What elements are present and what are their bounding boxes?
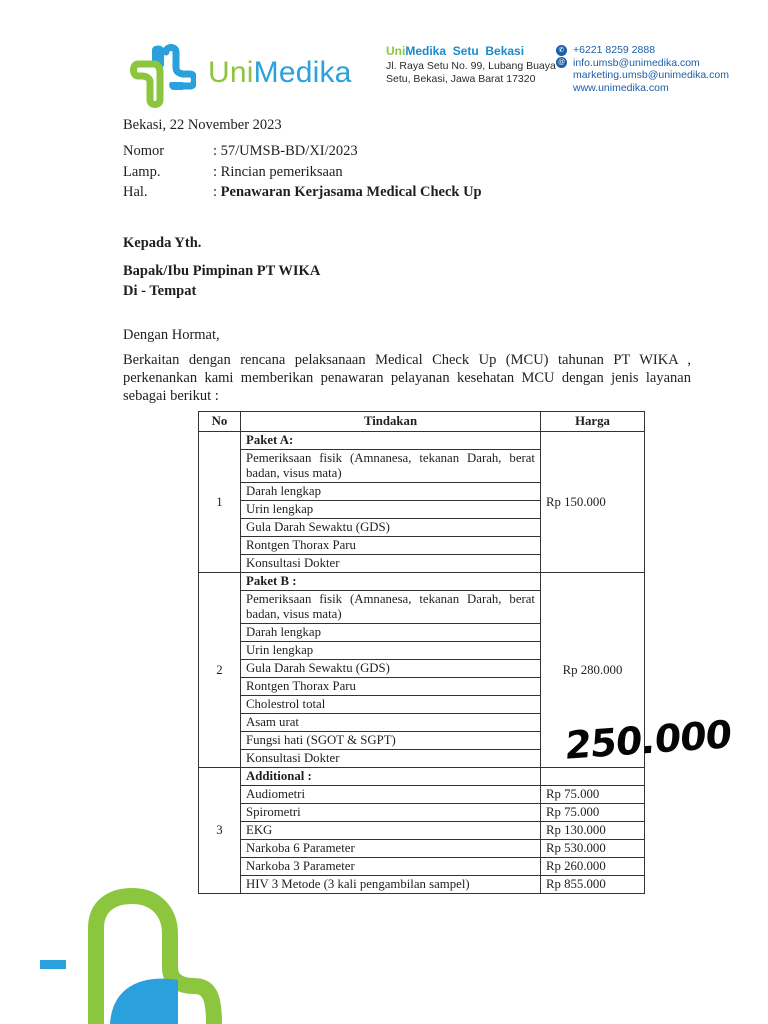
additional-no: 3 <box>199 768 241 894</box>
nomor-label: Nomor <box>123 143 165 159</box>
additional-item: EKG <box>241 822 541 840</box>
table-row <box>199 768 645 786</box>
additional-item-price: Rp 855.000 <box>541 876 645 894</box>
greeting: Dengan Hormat, <box>123 327 220 343</box>
address-line-2: Setu, Bekasi, Jawa Barat 17320 <box>386 73 536 85</box>
clinic-name-prefix: Uni <box>386 44 406 58</box>
additional-title: Additional : <box>241 768 541 786</box>
email-marketing[interactable]: marketing.umsb@unimedika.com <box>573 69 729 81</box>
package-a-price: Rp 150.000 <box>541 432 645 573</box>
hal-value: Penawaran Kerjasama Medical Check Up <box>220 184 482 200</box>
recipient-line-1: Bapak/Ibu Pimpinan PT WIKA <box>123 263 321 279</box>
table-row <box>199 822 645 840</box>
table-row <box>199 840 645 858</box>
package-a-item: Darah lengkap <box>241 483 541 501</box>
handwritten-price-annotation: 250.000 <box>563 712 733 768</box>
table-row <box>199 432 645 450</box>
hal-colon: : <box>213 184 221 200</box>
lamp-value: : Rincian pemeriksaan <box>213 164 343 180</box>
additional-item: Audiometri <box>241 786 541 804</box>
additional-item-price: Rp 530.000 <box>541 840 645 858</box>
package-b-item: Asam urat <box>241 714 541 732</box>
place-date: Bekasi, 22 November 2023 <box>123 117 282 133</box>
table-row <box>199 876 645 894</box>
nomor-value: : 57/UMSB-BD/XI/2023 <box>213 143 358 159</box>
header-harga: Harga <box>541 412 645 432</box>
package-b-item: Pemeriksaan fisik (Amnanesa, tekanan Darah, berat badan, visus mata) <box>241 591 541 624</box>
address-line-1: Jl. Raya Setu No. 99, Lubang Buaya <box>386 60 556 72</box>
unimedika-logo-icon <box>130 42 196 108</box>
clinic-name-suffix: Medika Setu Bekasi <box>405 44 525 58</box>
package-b-item: Gula Darah Sewaktu (GDS) <box>241 660 541 678</box>
additional-item-price: Rp 75.000 <box>541 804 645 822</box>
package-b-item: Darah lengkap <box>241 624 541 642</box>
additional-item-price: Rp 260.000 <box>541 858 645 876</box>
package-a-item: Gula Darah Sewaktu (GDS) <box>241 519 541 537</box>
hal-label: Hal. <box>123 184 148 200</box>
brand-wordmark-suffix: Medika <box>253 56 352 89</box>
package-b-item: Rontgen Thorax Paru <box>241 678 541 696</box>
additional-item: Spirometri <box>241 804 541 822</box>
table-row <box>199 804 645 822</box>
additional-item-price: Rp 75.000 <box>541 786 645 804</box>
package-a-title: Paket A: <box>241 432 541 450</box>
website-link[interactable]: www.unimedika.com <box>573 81 669 94</box>
email-icon: @ <box>557 59 566 67</box>
brand-wordmark-prefix: Uni <box>208 56 254 89</box>
package-a-item: Rontgen Thorax Paru <box>241 537 541 555</box>
phone-number: +6221 8259 2888 <box>573 44 656 56</box>
table-row <box>199 858 645 876</box>
package-b-item: Cholestrol total <box>241 696 541 714</box>
clinic-name <box>386 44 524 58</box>
table-row <box>199 786 645 804</box>
header-no: No <box>199 412 241 432</box>
additional-item: Narkoba 6 Parameter <box>241 840 541 858</box>
price-table <box>198 411 645 894</box>
lamp-label: Lamp. <box>123 164 161 180</box>
table-row <box>199 573 645 591</box>
phone-icon: ✆ <box>556 45 567 56</box>
package-b-item: Konsultasi Dokter <box>241 750 541 768</box>
additional-item: Narkoba 3 Parameter <box>241 858 541 876</box>
email-info[interactable]: info.umsb@unimedika.com <box>573 56 700 69</box>
package-a-item: Konsultasi Dokter <box>241 555 541 573</box>
additional-item-price: Rp 130.000 <box>541 822 645 840</box>
package-b-price: Rp 280.000 <box>541 573 645 768</box>
recipient-line-2: Di - Tempat <box>123 283 197 299</box>
contact-block <box>556 44 729 94</box>
to-line: Kepada Yth. <box>123 235 202 251</box>
package-a-item: Urin lengkap <box>241 501 541 519</box>
package-a-no: 1 <box>199 432 241 573</box>
table-header-row <box>199 412 645 432</box>
additional-item: HIV 3 Metode (3 kali pengambilan sampel) <box>241 876 541 894</box>
header-tindakan: Tindakan <box>241 412 541 432</box>
intro-paragraph: Berkaitan dengan rencana pelaksanaan Medical Check Up (MCU) tahunan PT WIKA , perkenankan kami memberikan penawaran pelayanan kesehatan MCU dengan jenis layanan sebagai berikut : <box>123 352 691 404</box>
package-b-no: 2 <box>199 573 241 768</box>
package-a-item: Pemeriksaan fisik (Amnanesa, tekanan Darah, berat badan, visus mata) <box>241 450 541 483</box>
package-b-item: Fungsi hati (SGOT & SGPT) <box>241 732 541 750</box>
decorative-logo-watermark <box>0 888 230 1024</box>
clinic-address <box>386 60 556 86</box>
package-b-item: Urin lengkap <box>241 642 541 660</box>
additional-title-price <box>541 768 645 786</box>
brand-wordmark <box>208 56 352 90</box>
package-b-title: Paket B : <box>241 573 541 591</box>
